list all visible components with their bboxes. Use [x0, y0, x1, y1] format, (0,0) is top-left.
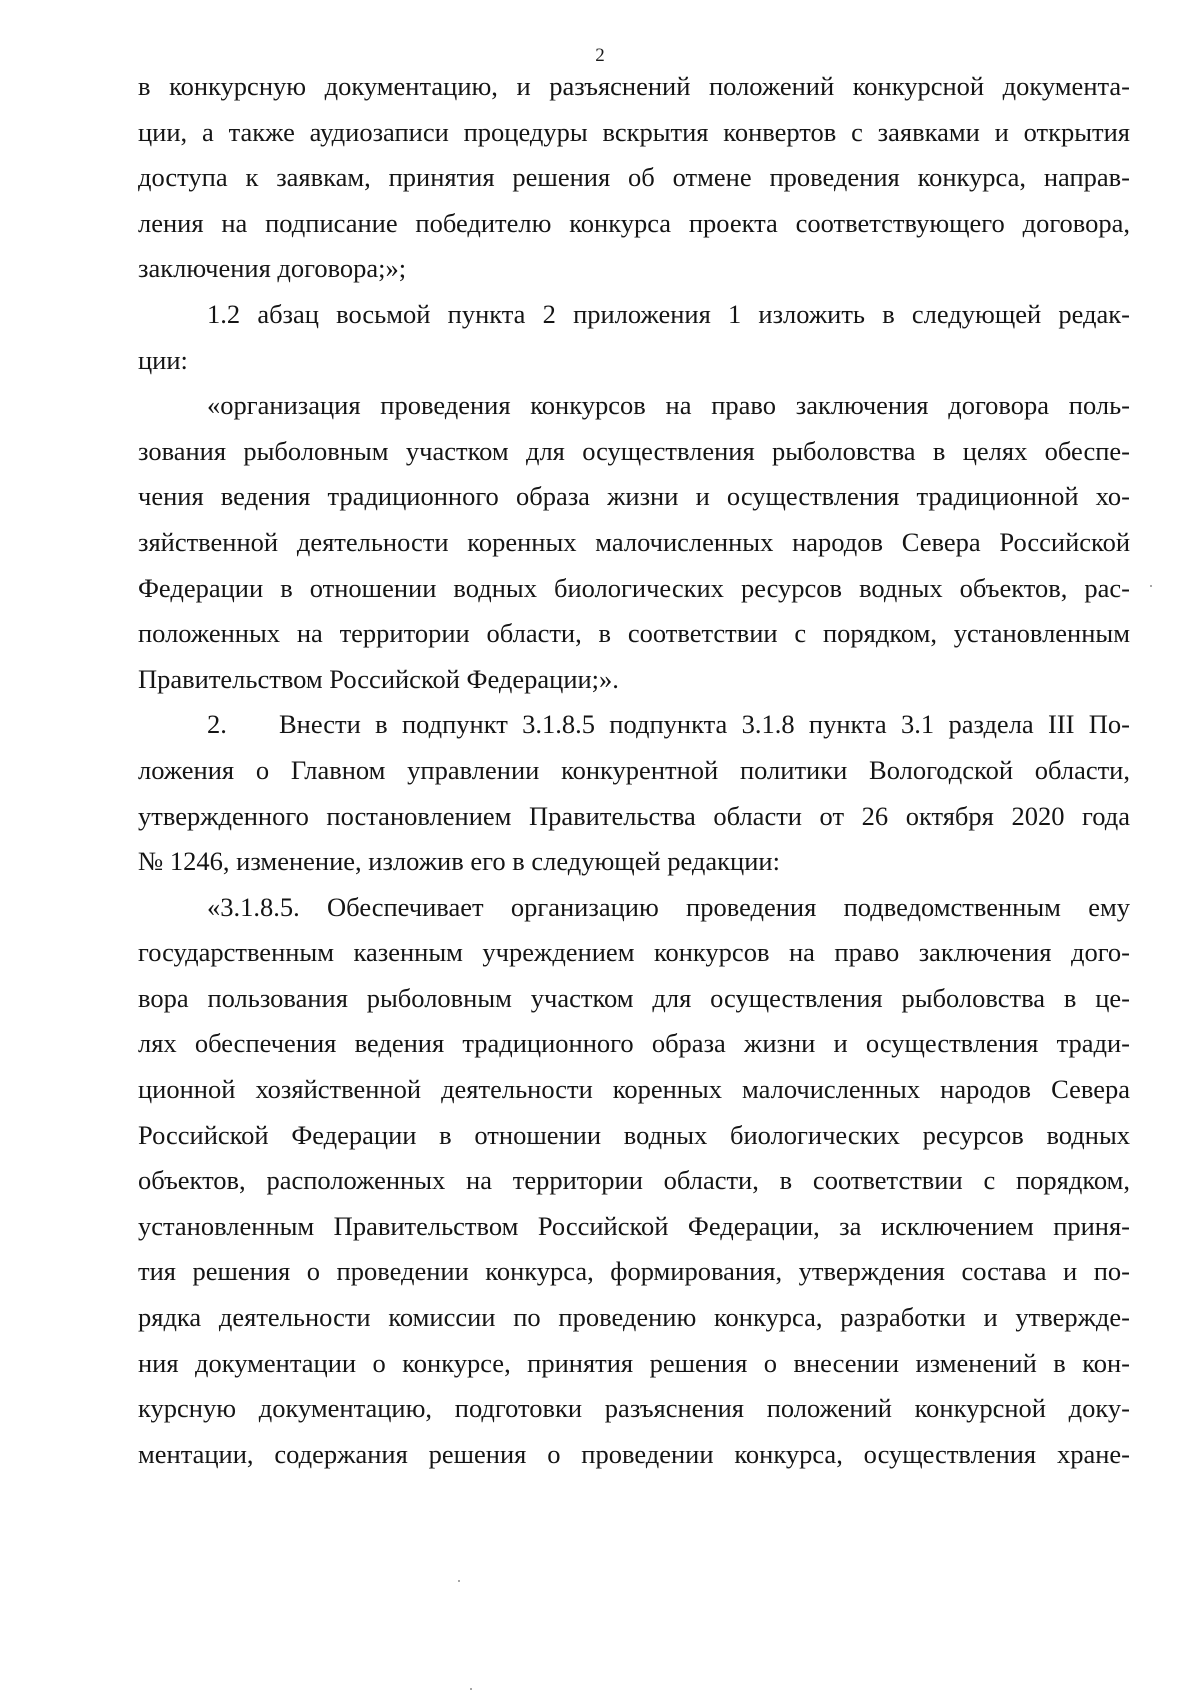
text-line: в конкурсную документацию, и разъяснений положений конкурсной документа- — [138, 71, 1130, 101]
text-line: 1.2 абзац восьмой пункта 2 приложения 1 изложить в следующей редак- — [207, 298, 1130, 329]
text-line: вора пользования рыболовным участком для осуществления рыболовства в це- — [138, 982, 1130, 1013]
text-line: ложения о Главном управлении конкурентной политики Вологодской области, — [138, 754, 1130, 785]
text-line: зяйственной деятельности коренных малочисленных народов Севера Российской — [138, 526, 1130, 557]
scan-speck — [458, 1580, 460, 1582]
text-line: лях обеспечения ведения традиционного образа жизни и осуществления тради- — [138, 1028, 1130, 1059]
text-line: объектов, расположенных на территории области, в соответствии с порядком, — [138, 1165, 1130, 1196]
text-line: доступа к заявкам, принятия решения об отмене проведения конкурса, направ- — [138, 162, 1130, 193]
text-line: ции, а также аудиозаписи процедуры вскрытия конвертов с заявками и открытия — [138, 116, 1130, 147]
text-line: Внести в подпункт 3.1.8.5 подпункта 3.1.8 пункта 3.1 раздела III По- — [279, 709, 1130, 740]
text-line: № 1246, изменение, изложив его в следующей редакции: — [138, 846, 780, 877]
text-line: ния документации о конкурсе, принятия решения о внесении изменений в кон- — [138, 1347, 1130, 1378]
text-line: установленным Правительством Российской Федерации, за исключением приня- — [138, 1210, 1130, 1241]
text-line: Правительством Российской Федерации;». — [138, 663, 619, 694]
text-line: ции: — [138, 344, 188, 375]
text-line: государственным казенным учреждением конкурсов на право заключения дого- — [138, 937, 1130, 968]
text-line: Федерации в отношении водных биологических ресурсов водных объектов, рас- — [138, 572, 1130, 603]
text-line: чения ведения традиционного образа жизни и осуществления традиционной хо- — [138, 481, 1130, 512]
scan-speck — [470, 1688, 472, 1690]
text-line: утвержденного постановлением Правительства области от 26 октября 2020 года — [138, 800, 1130, 831]
text-line: положенных на территории области, в соответствии с порядком, установленным — [138, 618, 1130, 649]
text-line: ления на подписание победителю конкурса проекта соответствующего договора, — [138, 207, 1130, 238]
text-line: «3.1.8.5. Обеспечивает организацию проведения подведомственным ему — [207, 891, 1130, 922]
document-body — [138, 64, 1130, 1477]
text-line: заключения договора;»; — [138, 253, 407, 284]
text-line: зования рыболовным участком для осуществления рыболовства в целях обеспе- — [138, 435, 1130, 466]
numbered-paragraph-line — [138, 702, 1130, 748]
text-line: ментации, содержания решения о проведении конкурса, осуществления хране- — [138, 1438, 1130, 1469]
text-line: тия решения о проведении конкурса, формирования, утверждения состава и по- — [138, 1256, 1130, 1287]
text-line: рядка деятельности комиссии по проведению конкурса, разработки и утвержде- — [138, 1302, 1130, 1333]
scan-speck — [1150, 585, 1152, 587]
text-line: «организация проведения конкурсов на право заключения договора поль- — [207, 390, 1130, 421]
text-line: Российской Федерации в отношении водных биологических ресурсов водных — [138, 1119, 1130, 1150]
text-line: курсную документацию, подготовки разъяснения положений конкурсной доку- — [138, 1393, 1130, 1424]
page-number: 2 — [595, 45, 605, 66]
item-number: 2. — [207, 709, 227, 740]
text-line: ционной хозяйственной деятельности коренных малочисленных народов Севера — [138, 1074, 1130, 1105]
